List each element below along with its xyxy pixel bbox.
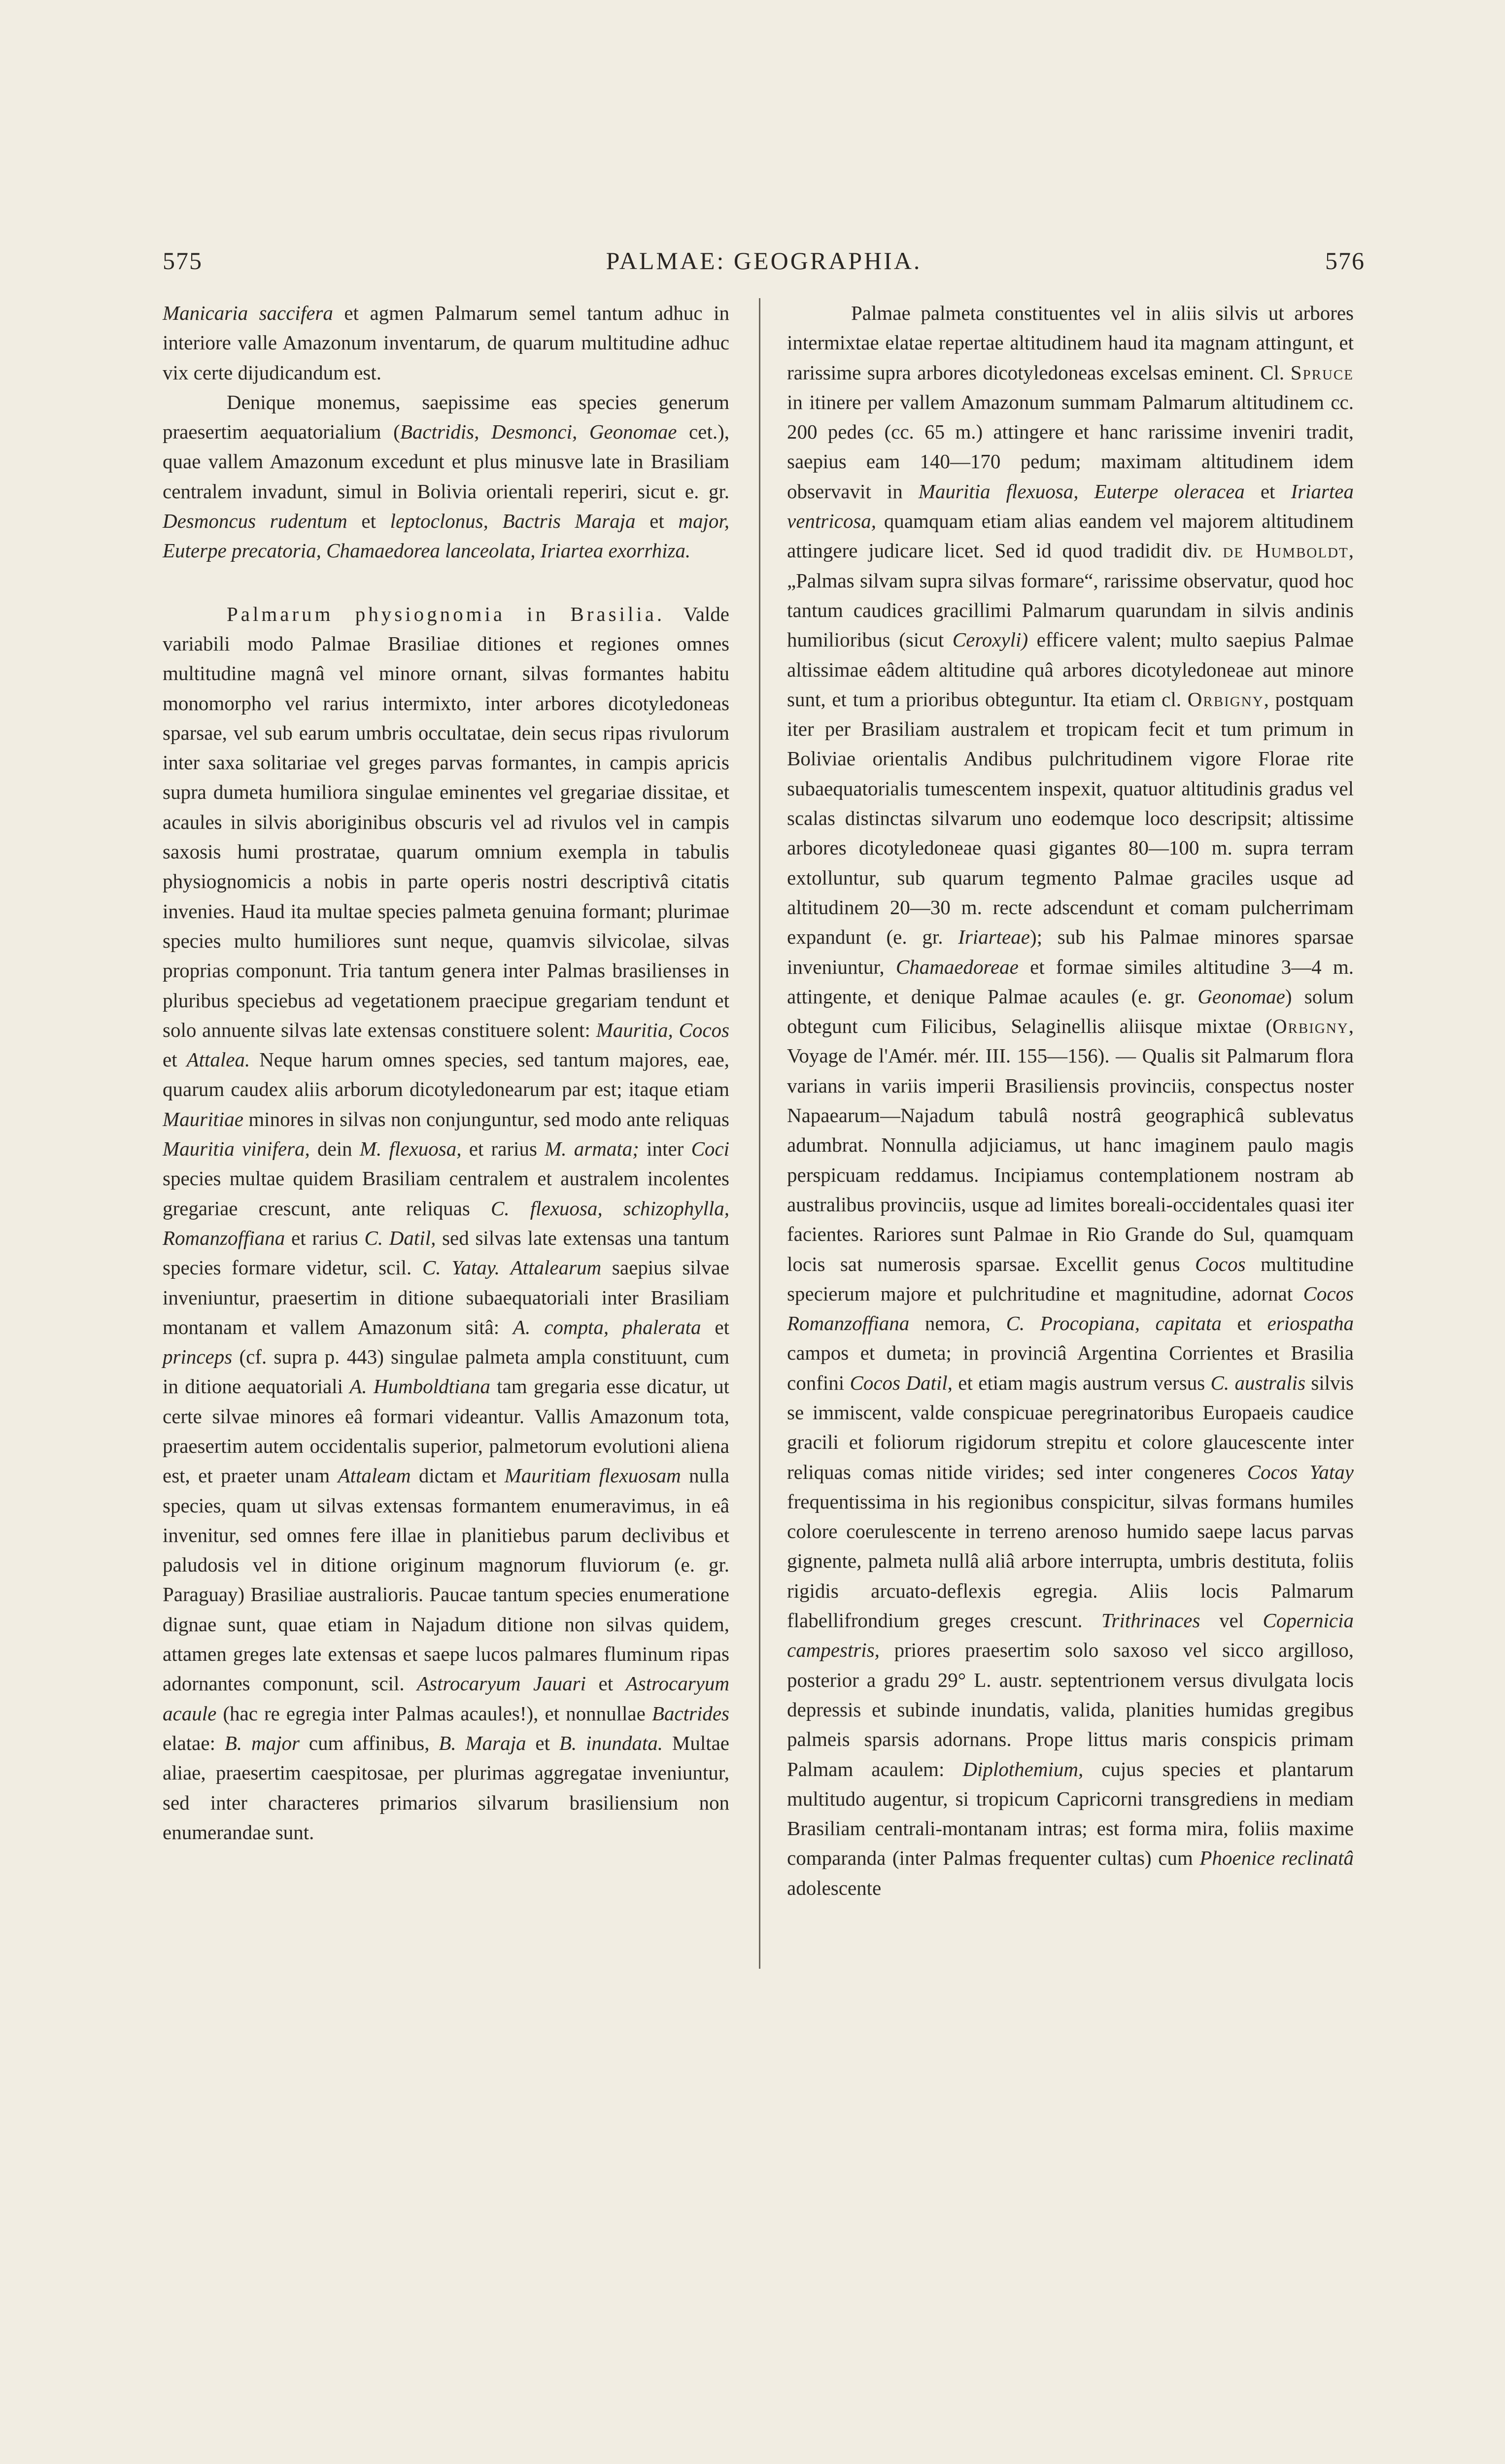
taxon-name: Mauritia flexuosa, Euterpe oleracea [918,479,1245,503]
text-run: silvis se immiscent, valde conspicuae peregrinatoribus Europaeis caudice gracili et foliorum rigidorum strepitu et colore glaucescente inter reliquas comas nitide virides; sed inter congeneres [787,1371,1354,1483]
paragraph [163,298,729,387]
taxon-name: Desmoncus rudentum [163,510,347,533]
text-run: elatae: [163,1731,225,1754]
text-run: nemora, [909,1312,1006,1335]
taxon-name: Astrocaryum acaule [163,1672,729,1725]
text-run: et [1221,1312,1267,1335]
author-name: Spruce [1290,361,1354,384]
taxon-name: C. Datil, [364,1226,436,1249]
taxon-name: B. inundata. [559,1731,663,1754]
author-name: de Humboldt [1223,539,1349,562]
taxon-name: leptoclonus, Bactris Maraja [390,510,636,533]
text-run: et [701,1315,729,1338]
page-number-right: 576 [1325,247,1365,274]
text-run: et rarius [285,1226,365,1249]
text-run: cet.), quae vallem Amazonum excedunt et plus minusve late in Brasiliam centralem invadunt, simul in Bolivia orientali reperiri, sicut e. gr. [163,420,729,503]
text-run: Palmae palmeta constituentes vel in aliis silvis ut arbores intermixtae elatae repertae altitudinem haud ita magnam attingunt, et rarissime supra arbores dicotyledoneas excelsas eminent. Cl. [787,302,1354,384]
taxon-name: Phoenice reclinatâ [1199,1847,1354,1870]
text-run: minores in silvas non conjunguntur, sed modo ante reliquas [243,1107,729,1130]
taxon-name: Attaleam [338,1464,411,1487]
text-run: cum affinibus, [299,1731,439,1754]
taxon-name: C. Procopiana, capitata [1006,1312,1222,1335]
taxon-name: eriospatha [1267,1312,1354,1335]
text-run: Neque harum omnes species, sed tantum majores, eae, quarum caudex aliis arborum dicotyledonearum par est; itaque etiam [163,1048,729,1101]
author-name: Orbigny [1272,1015,1349,1038]
text-run: et [163,1048,187,1071]
text-run: campos et dumeta; in provinciâ Argentina Corrientes et Brasilia confini [787,1341,1354,1394]
taxon-name: Astrocaryum Jauari [417,1672,586,1695]
text-run: multitudine specierum majore et pulchritudine et magnitudine, adornat [787,1252,1354,1305]
text-run: Multae aliae, praesertim caespitosae, per plurimas aggregatae inveniuntur, sed inter characteres primarios silvarum brasiliensium non enumerandae sunt. [163,1731,730,1844]
taxon-name: Ceroxyli) [952,628,1028,651]
text-run: dein [309,1137,360,1161]
text-run [500,1256,511,1279]
text-run: et [586,1672,626,1695]
text-run: nulla species, quam ut silvas extensas formantem enumeravimus, in eâ invenitur, sed omnes fere illae in planitiebus parum declivibus et paludosis vel in ditione originum magnorum fluviorum (e. gr. Paraguay) Brasiliae australioris. Paucae tantum species enumeratione dignae sunt, quae etiam in Najadum ditione non silvas quidem, attamen greges late extensas et saepe lucos palmares fluminum ripas adornantes componunt, scil. [163,1464,730,1695]
right-column [787,298,1354,1903]
text-run: et [526,1731,559,1754]
text-run: Denique monemus, saepissime eas species generum praesertim aequatorialium ( [163,390,729,444]
taxon-name: Cocos Datil, [850,1371,953,1394]
text-run: tam gregaria esse dicatur, ut certe silvae minores eâ formari videantur. Vallis Amazonum tota, praesertim autem occidentalis superior, palmetorum evolutioni aliena est, et praeter unam [163,1375,729,1487]
taxon-name: Cocos Yatay [1247,1460,1354,1483]
taxon-name: Diplothemium, [962,1757,1084,1780]
text-run: ); sub his Palmae minores sparsae inveniuntur, [787,925,1354,978]
page-header [163,246,1365,291]
text-run: et formae similes altitudine 3—4 m. attingente, et denique Palmae acaules (e. gr. [787,955,1354,1008]
taxon-name: A. Humboldtiana [349,1375,490,1398]
text-run: cujus species et plantarum multitudo augentur, si tropicum Capricorni transgrediens in mediam Brasiliam centrali-montanam intras; est forma mira, foliis maxime comparanda (inter Palmas frequenter cultas) cum [787,1757,1354,1870]
text-run: et etiam magis austrum versus [952,1371,1211,1394]
taxon-name: M. armata; [545,1137,639,1161]
text-run: et [1244,479,1291,503]
taxon-name: B. major [224,1731,300,1754]
text-run: , postquam iter per Brasiliam australem et tropicam fecit et tum primum in Boliviae orientalis Andibus pulchritudinem vigore Florae rite subaequatorialis tumescentem inspexit, quatuor altitudinis gradus vel scalas distinctas silvarum uno eodemque loco descripsit; altissime arbores dicotyledoneae quasi gigantes 80—100 m. supra terram extolluntur, sub quarum tegmento Palmae graciles usque ad altitudinem 20—30 m. recte adscendunt et comam pulcherrimam expandunt (e. gr. [787,687,1354,949]
text-run: et [635,510,679,533]
text-run: frequentissima in his regionibus conspicitur, silvas formans humiles colore coerulescente in terreno arenoso humido saepe lacus parvas gignente, palmeta nullâ aliâ arbore interrupta, umbris destituta, foliis rigidis arcuato-deflexis egregia. Aliis locis Palmarum flabellifrondium greges crescunt. [787,1490,1354,1632]
taxon-name: Mauritia, Cocos [596,1018,729,1041]
column-divider [759,298,760,1969]
taxon-name: major, Euterpe precatoria, Chamaedorea lanceolata, Iriartea exorrhiza. [163,510,730,562]
text-run: , „Palmas silvam supra silvas formare“, rarissime observatur, quod hoc tantum caudices gracillimi Palmarum quarundam in silvis andinis humilioribus (sicut [787,539,1354,651]
taxon-name: C. Yatay. [422,1256,500,1279]
text-run: sed silvas late extensas una tantum species formare videtur, scil. [163,1226,729,1279]
paragraph [787,298,1354,1903]
text-run: quamquam etiam alias eandem vel majorem altitudinem attingere judicare licet. Sed id quod tradidit div. [787,510,1354,562]
taxon-name: princeps [163,1345,233,1369]
taxon-name: Mauritiam flexuosam [504,1464,681,1487]
text-run: vel [1200,1609,1263,1632]
taxon-name: Mauritiae [163,1107,243,1130]
taxon-name: Iriartea ventricosa, [787,479,1354,533]
text-run: Valde variabili modo Palmae Brasiliae ditiones et regiones omnes multitudine magnâ vel minore ornant, silvas formantes habitu monomorpho vel rarius intermixto, inter arbores dicotyledoneas sparsae, vel sub earum umbris occultatae, dein secus ripas rivulorum inter saxa solitariae vel greges parvas formantes, in campis apricis supra dumeta humiliora singulae eminentes vel gregariae dissitae, et acaules in silvis aboriginibus obscuris vel ad rivulos vel in campis saxosis humi prostratae, quarum omnium exempla in tabulis physiognomicis a nobis in parte operis nostri descriptivâ citatis invenies. Haud ita multae species palmeta genuina formant; plurimae species multo humiliores sunt neque, quamvis silvicolae, silvas proprias componunt. Tria tantum genera inter Palmas brasilienses in pluribus speciebus ad vegetationem praecipue gregariam tendunt et solo annuente silvas late extensas constituere solent: [163,602,729,1041]
taxon-name: Attalearum [510,1256,602,1279]
taxon-name: Cocos Romanzoffiana [787,1282,1354,1335]
taxon-name: Iriarteae [958,925,1030,949]
taxon-name: Bactrides [651,1702,729,1725]
text-run: adolescente [787,1876,882,1899]
text-run: species multae quidem Brasiliam centralem et australem incolentes gregariae crescunt, ante reliquas [163,1167,729,1220]
taxon-name: Manicaria saccifera [163,302,333,324]
text-run: et agmen Palmarum semel tantum adhuc in interiore valle Amazonum inventarum, de quarum multitudine adhuc vix certe dijudicandum est. [163,302,729,384]
text-run: (hac re egregia inter Palmas acaules!), et nonnullae [216,1702,652,1725]
taxon-name: C. flexuosa, schizophylla, Romanzoffiana [163,1197,730,1249]
text-run: (cf. supra p. 443) singulae palmeta ampla constituunt, cum in ditione aequatoriali [163,1345,729,1398]
text-run: et [347,510,390,533]
taxon-name: B. Maraja [439,1731,526,1754]
taxon-name: Cocos [1195,1252,1246,1275]
taxon-name: M. flexuosa, [359,1137,462,1161]
text-run: efficere valent; multo saepius Palmae altissimae eâdem altitudine quâ arbores dicotyledoneae aut minore sunt, et tum a prioribus obteguntur. Ita etiam cl. [787,628,1354,711]
page-number-left: 575 [163,247,203,274]
section-heading: Palmarum physiognomia in Brasilia. [227,602,665,625]
text-run: ) solum obtegunt cum Filicibus, Selaginellis aliisque mixtae ( [787,985,1354,1038]
text-run: saepius silvae inveniuntur, praesertim in ditione subaequatoriali inter Brasiliam montanam et vallem Amazonum sitâ: [163,1256,729,1338]
taxon-name: A. compta, phalerata [513,1315,701,1338]
taxon-name: C. australis [1210,1371,1306,1394]
taxon-name: Mauritia vinifera, [163,1137,310,1161]
text-run: et rarius [461,1137,545,1161]
taxon-name: Attalea. [186,1048,250,1071]
author-name: Orbigny [1187,687,1264,711]
taxon-name: Bactridis, Desmonci, Geonomae [400,420,677,444]
text-run: in itinere per vallem Amazonum summam Palmarum altitudinem cc. 200 pedes (cc. 65 m.) attingere et hanc rarissime inveniri tradit, saepius eam 140—170 pedum; maximam altitudinem idem observavit in [787,390,1354,503]
left-column [163,298,729,1847]
text-run: , Voyage de l'Amér. mér. III. 155—156). — Qualis sit Palmarum flora varians in variis imperii Brasiliensis provinciis, conspectus noster Napaearum—Najadum tabulâ nostrâ geographicâ sublevatus adumbrat. Nonnulla adjiciamus, ut hanc imaginem paulo magis perspicuam reddamus. Incipiamus contemplationem nostram ab australibus provinciis, usque ad limites boreali-occidentales quasi iter facientes. Rariores sunt Palmae in Rio Grande do Sul, quamquam locis sat numerosis sparsae. Excellit genus [787,1015,1354,1275]
taxon-name: Coci [691,1137,729,1161]
text-run: priores praesertim solo saxoso vel sicco argilloso, posterior a gradu 29° L. austr. septentrionem versus divulgata locis depressis et subinde inundatis, valida, planities humidas gregibus palmeis sparsis adornans. Prope littus maris conspicis primam Palmam acaulem: [787,1639,1354,1780]
text-run: dictam et [410,1464,505,1487]
taxon-name: Chamaedoreae [895,955,1019,978]
paragraph [163,387,729,566]
paragraph [163,599,729,1847]
taxon-name: Geonomae [1197,985,1285,1008]
taxon-name: Trithrinaces [1101,1609,1200,1632]
running-title: PALMAE: GEOGRAPHIA. [606,247,922,274]
taxon-name: Copernicia campestris, [787,1609,1354,1662]
text-run: inter [639,1137,691,1161]
